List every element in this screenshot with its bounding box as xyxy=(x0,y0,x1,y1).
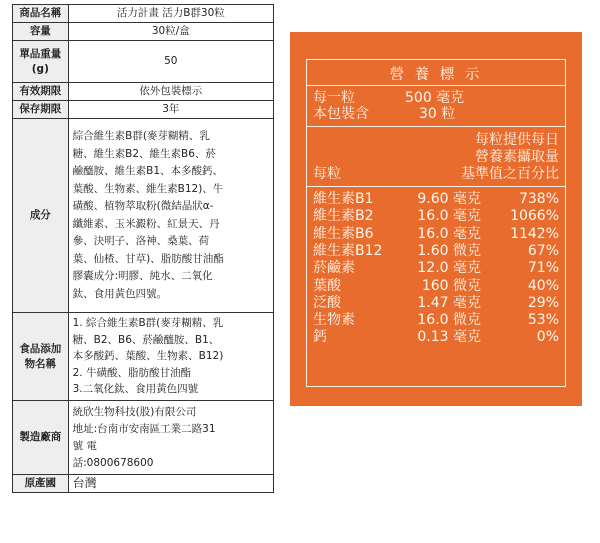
nutrient-percent: 71% xyxy=(527,260,559,277)
nutrition-divider-bottom xyxy=(307,186,565,187)
spec-value-origin: 台灣 xyxy=(68,475,273,493)
nutrition-facts-panel xyxy=(290,32,582,406)
spec-value-expiry: 依外包裝標示 xyxy=(68,83,273,101)
spec-row-unit-weight xyxy=(13,41,274,83)
nutrient-name: 維生素B12 xyxy=(313,242,383,259)
nutrient-amount: 12.0 毫克 xyxy=(417,260,481,277)
nutrient-amount: 16.0 毫克 xyxy=(417,208,481,225)
spec-label-ingredients: 成分 xyxy=(13,119,69,313)
spec-label-unit-weight: 單品重量 (g) xyxy=(13,41,69,83)
spec-value-capacity: 30粒/盒 xyxy=(68,23,273,41)
spec-label-shelf-life: 保存期限 xyxy=(13,101,69,119)
nutrient-name: 生物素 xyxy=(313,312,355,329)
nutrition-divider-middle xyxy=(307,126,565,127)
nutrient-amount: 160 微克 xyxy=(421,277,481,294)
product-spec-table xyxy=(12,4,274,493)
spec-label-capacity: 容量 xyxy=(13,23,69,41)
nutrition-title: 營 養 標 示 xyxy=(389,67,483,83)
nutrient-amount: 1.60 微克 xyxy=(417,242,481,259)
spec-value-manufacturer: 統欣生物科技(股)有限公司 地址:台南市安南區工業二路31 號 電 話:0800678600 xyxy=(68,401,273,475)
spec-row-ingredients xyxy=(13,119,274,313)
nutrient-amount: 16.0 微克 xyxy=(417,312,481,329)
nutrient-percent: 738% xyxy=(518,191,559,207)
spec-value-ingredients: 綜合維生素B群(麥芽糊精、乳 糖、維生素B2、維生素B6、菸 鹼醯胺、維生素B1、本多酸鈣、 葉酸、生物素、維生素B12)、牛 磺酸、植物萃取粉(微結晶狀α- 纖維素、玉米澱粉、紅景天、丹 參、決明子、洛神、桑葉、荷 葉、仙楂、甘草)、脂肪酸甘油酯 膠囊成分:明膠、純水、二氧化 鈦、食用黃色四號。 xyxy=(68,119,273,313)
spec-row-capacity xyxy=(13,23,274,41)
nutrient-amount: 16.0 毫克 xyxy=(417,225,481,242)
spec-label-product-name: 商品名稱 xyxy=(13,5,69,23)
dv-header-line-2: 營養素攝取量 xyxy=(475,149,559,165)
spec-label-manufacturer: 製造廠商 xyxy=(13,401,69,475)
dv-header-line-1: 每粒提供每日 xyxy=(475,132,559,148)
spec-label-expiry: 有效期限 xyxy=(13,83,69,101)
nutrient-percent: 40% xyxy=(527,277,559,294)
nutrient-percent: 53% xyxy=(527,312,559,329)
spec-label-additives: 食品添加 物名稱 xyxy=(13,313,69,401)
nutrient-name: 鈣 xyxy=(313,329,327,346)
servings-label: 本包裝含 xyxy=(313,106,369,122)
per-serving-label: 每一粒 xyxy=(313,90,355,106)
nutrient-name: 葉酸 xyxy=(313,277,341,294)
spec-row-expiry xyxy=(13,83,274,101)
dv-header-line-3: 基準值之百分比 xyxy=(461,166,559,182)
nutrient-name: 維生素B2 xyxy=(313,208,374,225)
nutrition-divider-top xyxy=(307,85,565,86)
spec-row-manufacturer xyxy=(13,401,274,475)
spec-value-additives: 1. 綜合維生素B群(麥芽糊精、乳 糖、B2、B6、菸鹼醯胺、B1、 本多酸鈣、葉酸、生物素、B12) 2. 牛磺酸、脂肪酸甘油酯 3.二氧化鈦、食用黃色四號 xyxy=(68,313,273,401)
nutrient-percent: 29% xyxy=(527,294,559,311)
nutrient-percent: 0% xyxy=(536,329,559,346)
spec-row-shelf-life xyxy=(13,101,274,119)
nutrient-amount: 0.13 毫克 xyxy=(417,329,481,346)
per-unit-label: 每粒 xyxy=(313,166,341,182)
nutrient-name: 維生素B1 xyxy=(313,191,374,207)
per-serving-value: 500 毫克 xyxy=(405,90,465,106)
nutrient-amount: 1.47 毫克 xyxy=(417,294,481,311)
spec-value-shelf-life: 3年 xyxy=(68,101,273,119)
nutrient-percent: 1142% xyxy=(510,225,559,242)
nutrient-percent: 1066% xyxy=(510,208,559,225)
nutrient-amount: 9.60 毫克 xyxy=(417,191,481,207)
spec-label-origin: 原產國 xyxy=(13,475,69,493)
nutrient-name: 維生素B6 xyxy=(313,225,374,242)
spec-value-product-name: 活力計畫 活力B群30粒 xyxy=(68,5,273,23)
spec-row-product-name xyxy=(13,5,274,23)
spec-row-additives xyxy=(13,313,274,401)
servings-value: 30 粒 xyxy=(419,106,456,122)
nutrient-name: 菸鹼素 xyxy=(313,260,355,277)
nutrient-percent: 67% xyxy=(527,242,559,259)
nutrition-facts-box xyxy=(306,59,566,387)
spec-row-origin xyxy=(13,475,274,493)
nutrient-name: 泛酸 xyxy=(313,294,341,311)
spec-value-unit-weight: 50 xyxy=(68,41,273,83)
